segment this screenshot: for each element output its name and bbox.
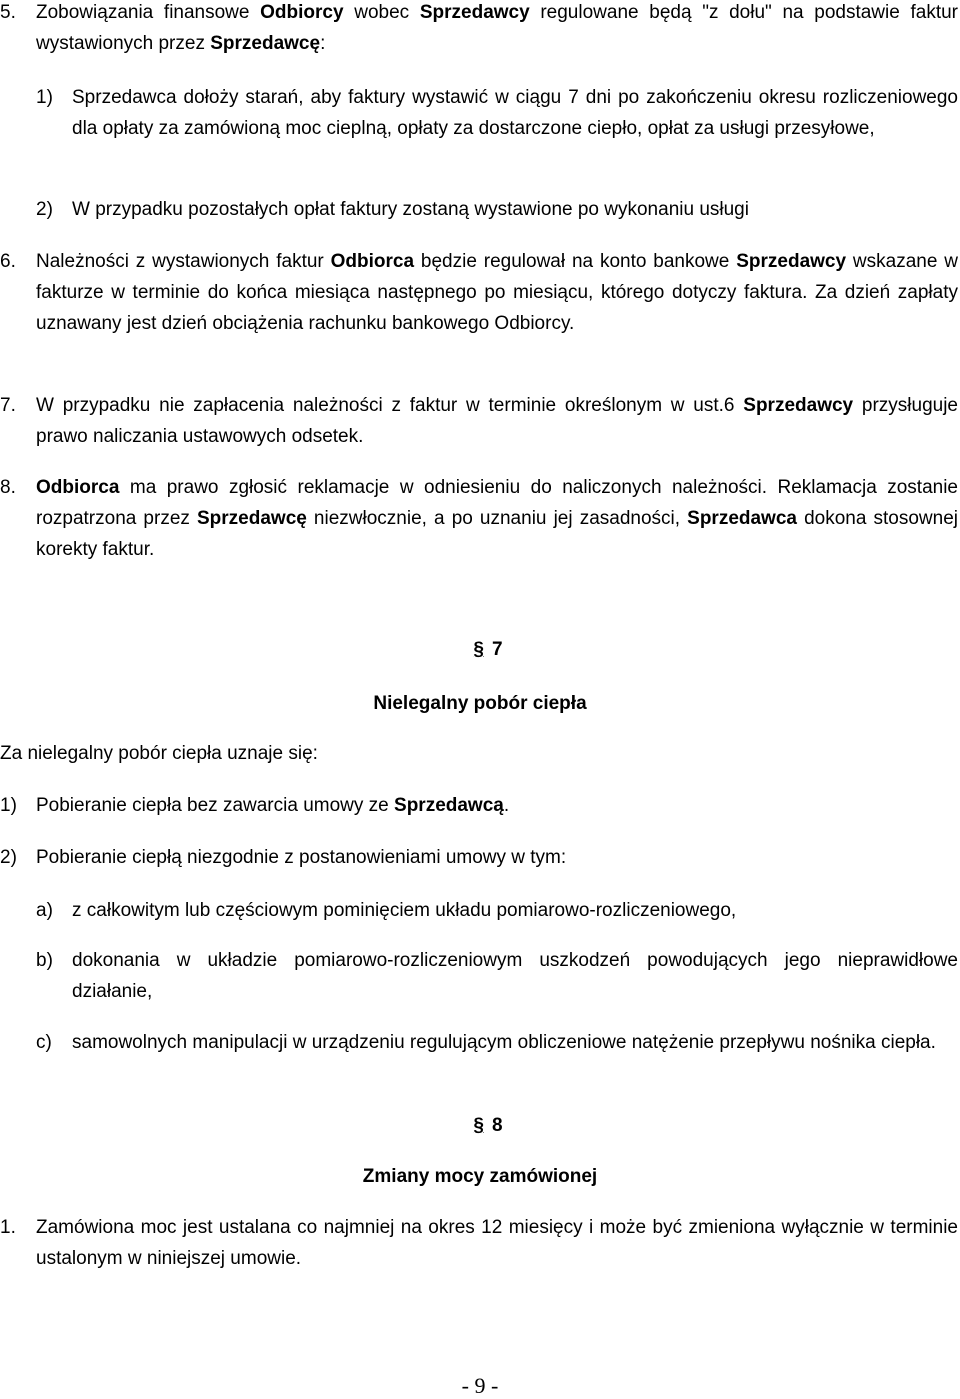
list-item-number: 2) bbox=[36, 199, 53, 220]
sub-list-item-text: samowolnych manipulacji w urządzeniu regulującym obliczeniowe natężenie przepływu nośnika ciepła. bbox=[72, 1032, 936, 1053]
section-title-8: Zmiany mocy zamówionej bbox=[362, 1166, 598, 1187]
list-item-number: 2) bbox=[0, 847, 17, 868]
section-heading-7 bbox=[0, 634, 960, 665]
page-number: - 9 - bbox=[461, 1373, 499, 1398]
sub-list-item-text: dokonania w układzie pomiarowo-rozliczeniowym uszkodzeń powodujących jego nieprawidłowe działanie, bbox=[72, 950, 958, 1002]
sub-list-item bbox=[36, 1027, 958, 1058]
list-item bbox=[36, 194, 958, 225]
sub-list-item-text: z całkowitym lub częściowym pominięciem układu pomiarowo-rozliczeniowego, bbox=[72, 900, 737, 921]
list-item bbox=[0, 842, 958, 873]
sub-list-item-letter: a) bbox=[36, 900, 53, 921]
paragraph-8-1 bbox=[0, 1212, 958, 1274]
paragraph-text: Należności z wystawionych faktur Odbiorca będzie regulował na konto bankowe Sprzedawcy wskazane w fakturze w terminie do końca miesiąca następnego po miesiącu, którego dotyczy faktura. Za dzień zapłaty uznawany jest dzień obciążenia rachunku bankowego Odbiorcy. bbox=[36, 251, 958, 334]
section-number: 7 bbox=[492, 639, 503, 660]
list-item-text: W przypadku pozostałych opłat faktury zostaną wystawione po wykonaniu usługi bbox=[72, 199, 749, 220]
paragraph-number: 5. bbox=[0, 2, 16, 23]
sub-list-item bbox=[36, 895, 958, 926]
paragraph-text: W przypadku nie zapłacenia należności z faktur w terminie określonym w ust.6 Sprzedawcy przysługuje prawo naliczania ustawowych odsetek. bbox=[36, 395, 958, 447]
paragraph-text: Odbiorca ma prawo zgłosić reklamacje w odniesieniu do naliczonych należności. Reklamacja zostanie rozpatrzona przez Sprzedawcę niezwłocznie, a po uznaniu jej zasadności, Sprzedawca dokona stosownej korekty faktur. bbox=[36, 477, 958, 560]
section-number: 8 bbox=[492, 1115, 503, 1136]
section-symbol: § bbox=[473, 1115, 484, 1136]
list-item-text: Sprzedawca dołoży starań, aby faktury wystawić w ciągu 7 dni po zakończeniu okresu rozliczeniowego dla opłaty za zamówioną moc cieplną, opłaty za dostarczone ciepło, opłat za usługi przesyłowe, bbox=[72, 87, 958, 139]
section-title-7: Nielegalny pobór ciepła bbox=[373, 693, 587, 714]
list-item-number: 1) bbox=[0, 795, 17, 816]
paragraph-7 bbox=[0, 390, 958, 452]
list-item-number: 1) bbox=[36, 87, 53, 108]
paragraph-5 bbox=[0, 0, 958, 59]
section-symbol: § bbox=[473, 639, 484, 660]
paragraph-number: 1. bbox=[0, 1217, 16, 1238]
list-item bbox=[0, 790, 958, 821]
sub-list-item-letter: c) bbox=[36, 1032, 52, 1053]
sub-list-item-letter: b) bbox=[36, 950, 53, 971]
list-item-text: Pobieranie ciepłą niezgodnie z postanowieniami umowy w tym: bbox=[36, 847, 567, 868]
paragraph-8 bbox=[0, 472, 958, 565]
sub-list-item bbox=[36, 945, 958, 1007]
list-item bbox=[36, 82, 958, 144]
paragraph-number: 6. bbox=[0, 251, 16, 272]
paragraph-text: Zobowiązania finansowe Odbiorcy wobec Sprzedawcy regulowane będą "z dołu" na podstawie faktur wystawionych przez Sprzedawcę: bbox=[36, 2, 959, 54]
list-item-text: Pobieranie ciepła bez zawarcia umowy ze Sprzedawcą. bbox=[36, 795, 510, 816]
paragraph-text: Zamówiona moc jest ustalana co najmniej na okres 12 miesięcy i może być zmieniona wyłącznie w terminie ustalonym w niniejszej umowie. bbox=[36, 1217, 958, 1269]
paragraph-number: 8. bbox=[0, 477, 16, 498]
paragraph-6 bbox=[0, 246, 958, 339]
paragraph-number: 7. bbox=[0, 395, 16, 416]
section-intro: Za nielegalny pobór ciepła uznaje się: bbox=[0, 743, 318, 764]
section-heading-8 bbox=[0, 1110, 960, 1141]
